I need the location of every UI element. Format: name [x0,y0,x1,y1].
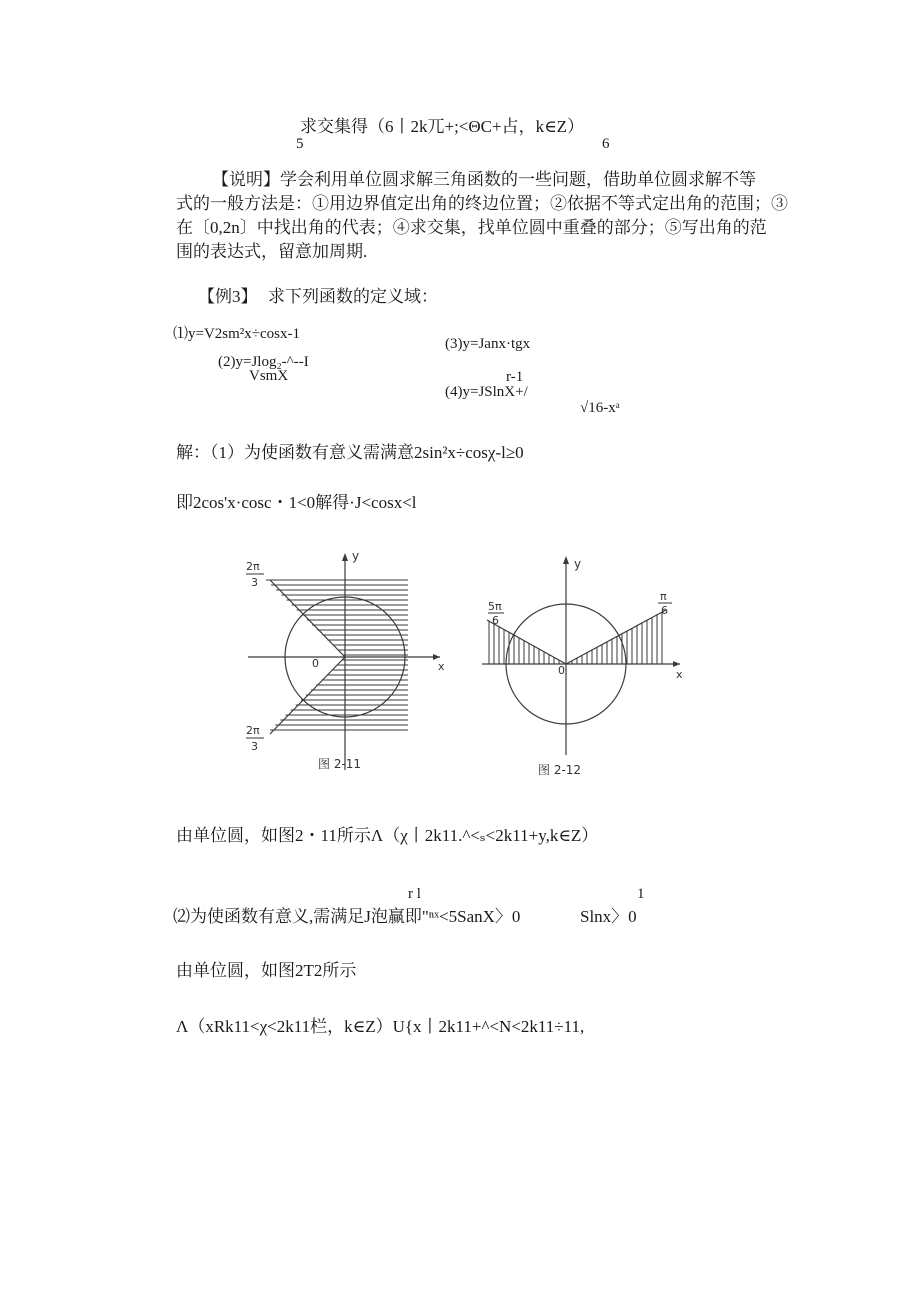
figure-2-11-y-arrow [342,553,348,561]
answer-2: Λ（xRk11<χ<2k11栏，k∈Z）U{x丨2k11+^<N<2k11÷11, [176,1017,585,1036]
figure-2-12-ray-right [566,610,666,664]
figure-2-12-origin: 0 [558,664,565,677]
intersection-subscript-6: 6 [602,136,610,152]
intersection-subscript-5: 5 [296,136,304,152]
figure-2-12-label-right-denominator: 6 [661,604,668,617]
note-line-2: 式的一般方法是：①用边界值定出角的终边位置；②依据不等式定出角的范围；③ [176,194,788,213]
figure-2-11-origin: 0 [312,657,319,670]
figure-2-12-label-left-denominator: 6 [492,614,499,627]
formula-4-superscript: r-1 [506,369,524,385]
condition-2-tail: Slnx〉0 [580,907,637,926]
note-line-4: 围的表达式，留意加周期. [176,242,368,261]
figure-2-12-y-label: y [574,557,582,571]
note-line-1: 【说明】学会利用单位圆求解三角函数的一些问题，借助单位圆求解不等 [212,170,756,189]
condition-2-superscript-right: 1 [637,886,645,902]
figure-2-12-hatching [489,612,662,664]
formula-4: (4)y=JSlnX+/ [445,384,528,400]
figure-2-11-label-top-denominator: 3 [251,576,258,589]
solution-line-2: 即2cos'x·cosc・1<0解得·J<cosx<l [176,493,417,512]
figure-2-12-caption: 图 2-12 [538,763,582,777]
figure-2-11-x-label: x [438,660,445,673]
figure-2-12-y-arrow [563,556,569,564]
condition-2-superscript: r l [408,886,421,902]
intersection-line: 求交集得（6丨2k兀+;<ΘC+占，k∈Z） [300,117,585,136]
figure-2-11-label-bottom-denominator: 3 [251,740,258,753]
example-heading: 【例3】 [198,287,258,306]
formula-1: ⑴y=V2sm²x÷cosx-1 [173,326,301,342]
note-line-3: 在〔0,2n〕中找出角的代表；④求交集，找单位圆中重叠的部分；⑤写出角的范 [176,218,767,237]
example-title: 求下列函数的定义域： [268,287,438,306]
formula-4-denominator: √16-xᵃ [580,400,620,416]
figure-2-12 [482,556,683,777]
formula-2-denominator: VsmX [249,368,289,384]
figure-2-11-terminal-ray-top [270,580,345,657]
figure-2-11-y-label: y [352,549,360,563]
figure-2-11-label-bottom-numerator: 2π [246,724,260,737]
circle-line-2: 由单位圆，如图2T2所示 [176,961,357,980]
figure-2-12-label-left-numerator: 5π [488,600,502,613]
figure-2-11-label-top-numerator: 2π [246,560,260,573]
figure-2-11-caption: 图 2-11 [318,757,362,771]
figure-2-11 [246,549,445,771]
condition-2: ⑵为使函数有意义,需满足J泡赢即"ⁿˣ<5SanX〉0 [173,907,521,926]
solution-line-1: 解：（1）为使函数有意义需满意2sin²x÷cosχ-l≥0 [176,443,524,462]
figure-2-12-x-label: x [676,668,683,681]
figure-2-11-hatching [266,580,408,730]
figure-2-12-x-arrow [673,661,680,667]
formula-2: (2)y=Jlog₂-^--I [218,354,309,370]
figure-2-12-label-right-numerator: π [660,590,667,603]
formula-3: (3)y=Janx·tgx [445,336,531,352]
circle-line-1: 由单位圆，如图2・11所示Λ（χ丨2k11.^<ₛ<2k11+y,k∈Z） [176,826,599,845]
